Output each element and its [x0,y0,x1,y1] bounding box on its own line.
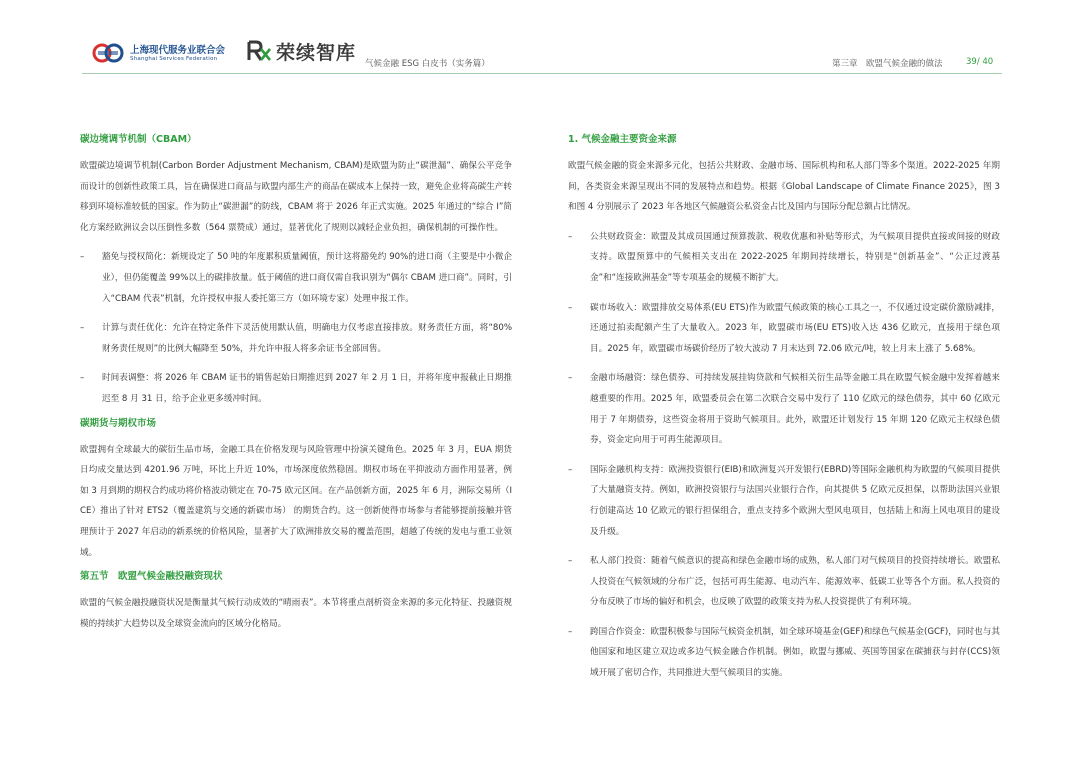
list-item [568,622,1000,684]
list-item [568,227,1000,289]
cbam-bullet-text: 时间表调整：将 2026 年 CBAM 证书的销售起始日期推迟到 2027 年 2 月 1 日，并将年度申报截止日期推迟至 8 月 31 日，给予企业更多缓冲时间。 [102,373,512,404]
bullet-dash: – [568,231,573,242]
futures-heading: 碳期货与期权市场 [80,417,157,429]
list-item [568,551,1000,613]
funding-sources-paragraph: 欧盟气候金融的资金来源多元化，包括公共财政、金融市场、国际机构和私人部门等多个渠道。2022-2025 年期间，各类资金来源呈现出不同的发展特点和趋势。根据《Global Landscape of Climate Finance 2025》，图 3 和图 4 分别展示了 2023 年各地区气候融资公私资金占比及国内与国际分配总额占比情况。 [568,161,1000,213]
rongxu-logo-mark-icon [246,38,272,64]
funding-bullet-text: 私人部门投资：随着气候意识的提高和绿色金融市场的成熟，私人部门对气候项目的投资持续增长。欧盟私人投资在气候领域的分布广泛，包括可再生能源、电动汽车、能源效率、低碳工业等各个方面。私人投资的分布反映了市场的偏好和机会，也反映了欧盟的政策支持为私人投资提供了有利环境。 [590,556,1000,608]
list-item [80,318,512,359]
bullet-dash: – [568,302,573,313]
futures-paragraph: 欧盟拥有全球最大的碳衍生品市场，金融工具在价格发现与风险管理中扮演关键角色。2025 年 3 月，EUA 期货日均成交量达到 4201.96 万吨，环比上升近 10%，市场深度依然稳固。期权市场在平抑波动方面作用显著，例如 3 月到期的期权合约成功将价格波动锁定在 70-75 欧元区间。在产品创新方面，2025 年 6 月，洲际交易所（ICE）推出了针对 ETS2（覆盖建筑与交通的新碳市场） 的期货合约。这一创新使得市场参与者能够提前接触并管理预计于 2027 年启动的新系统的价格风险，显著扩大了欧洲排放交易的覆盖范围，超越了传统的发电与重工业领域。 [80,444,512,558]
section-paragraph: 欧盟的气候金融投融资状况是衡量其气候行动成效的“晴雨表”。本节将重点剖析资金来源的多元化特征、投融资规模的持续扩大趋势以及全球资金流向的区域分化格局。 [80,598,512,629]
cbam-bullet-text: 豁免与授权简化：新规设定了 50 吨的年度累积质量阈值，预计这将豁免约 90%的进口商（主要是中小微企业），但仍能覆盖 99%以上的碳排放量。低于阈值的进口商仅需自我识别为“偶尔 CBAM 进口商”。同时，引入“CBAM 代表”机制，允许授权申报人委托第三方（如环境专家）处理申报工作。 [102,252,512,304]
bullet-dash: – [80,323,85,334]
org-name-en: Shanghai Services Federation [130,56,218,62]
list-item [80,247,512,309]
bullet-dash: – [568,626,573,637]
list-item [568,368,1000,450]
cbam-bullet-text: 计算与责任优化：允许在特定条件下灵活使用默认值，明确电力仅考虑直接排放。财务责任方面，将“80%财务责任规则”的比例大幅降至 50%，并允许申报人将多余证书全部回售。 [102,323,512,354]
funding-bullet-text: 跨国合作资金：欧盟积极参与国际气候资金机制，如全球环境基金(GEF)和绿色气候基金(GCF)，同时也与其他国家和地区建立双边或多边气候金融合作机制。例如，欧盟与挪威、英国等国家在碳捕获与封存(CCS)领域开展了密切合作，共同推进大型气候项目的实施。 [590,626,1000,679]
list-item [568,298,1000,360]
shanghai-services-federation-logo-icon [92,40,126,66]
brand-name: 荣续智库 [276,42,357,64]
page-number: 39/ 40 [966,57,994,67]
org-name-cn: 上海现代服务业联合会 [130,45,226,56]
cbam-paragraph: 欧盟碳边境调节机制(Carbon Border Adjustment Mechanism, CBAM)是欧盟为防止“碳泄漏”、确保公平竞争而设计的创新性政策工具，旨在确保进口商品与欧盟内部生产的商品在碳成本上保持一致，避免企业将高碳生产转移到环境标准较低的国家。作为防止“碳泄漏”的防线，CBAM 将于 2026 年正式实施。2025 年通过的“综合 I”简化方案经欧洲议会以压倒性多数（564 票赞成）通过，显著优化了规则以减轻企业负担，确保机制的可操作性。 [80,161,512,233]
page-header [0,0,1080,78]
chapter-title: 第三章 欧盟气候金融的做法 [832,59,943,69]
list-item [568,460,1000,542]
list-item [80,368,512,409]
funding-sources-heading: 1. 气候金融主要资金来源 [568,134,677,145]
document-title: 气候金融 ESG 白皮书（实务篇） [365,59,490,69]
header-divider [82,73,1002,74]
bullet-dash: – [568,556,573,567]
bullet-dash: – [80,373,85,384]
bullet-dash: – [568,464,573,475]
funding-bullet-text: 碳市场收入：欧盟排放交易体系(EU ETS)作为欧盟气候政策的核心工具之一，不仅通过设定碳价激励减排，还通过拍卖配额产生了大量收入。2023 年，欧盟碳市场(EU ETS)收入达 436 亿欧元，直接用于绿色项目。2025 年，欧盟碳市场碳价经历了较大波动 7 月末达到 72.06 欧元/吨，较上月末上涨了 5.68%。 [590,302,1000,354]
left-column [80,130,512,634]
cbam-heading: 碳边境调节机制（CBAM） [80,134,197,145]
bullet-dash: – [80,252,85,263]
funding-bullet-text: 金融市场融资：绿色债券、可持续发展挂钩贷款和气候相关衍生品等金融工具在欧盟气候金融中发挥着越来越重要的作用。2025 年，欧盟委员会在第二次联合交易中发行了 110 亿欧元的绿色债券，其中 60 亿欧元用于 7 年期债券，这些资金将用于资助气候项目。此外，欧盟还计划发行 15 年期 120 亿欧元主权绿色债券，资金定向用于可再生能源项目。 [590,373,1000,446]
bullet-dash: – [568,373,573,384]
funding-bullet-text: 国际金融机构支持：欧洲投资银行(EIB)和欧洲复兴开发银行(EBRD)等国际金融机构为欧盟的气候项目提供了大量融资支持。例如，欧洲投资银行与法国兴业银行合作，向其提供 5 亿欧元反担保，以帮助法国兴业银行创建高达 10 亿欧元的银行担保组合，重点支持多个欧洲大型风电项目，包括陆上和海上风电项目的建设及升级。 [590,464,1000,537]
right-column [568,130,1000,684]
funding-bullet-text: 公共财政资金：欧盟及其成员国通过预算拨款、税收优惠和补贴等形式，为气候项目提供直接或间接的财政支持。欧盟预算中的气候相关支出在 2022-2025 年期间持续增长，特别是“创新基金”、“公正过渡基金”和“连接欧洲基金”等专项基金的规模不断扩大。 [590,231,1000,283]
section-heading: 第五节 欧盟气候金融投融资现状 [80,571,223,583]
